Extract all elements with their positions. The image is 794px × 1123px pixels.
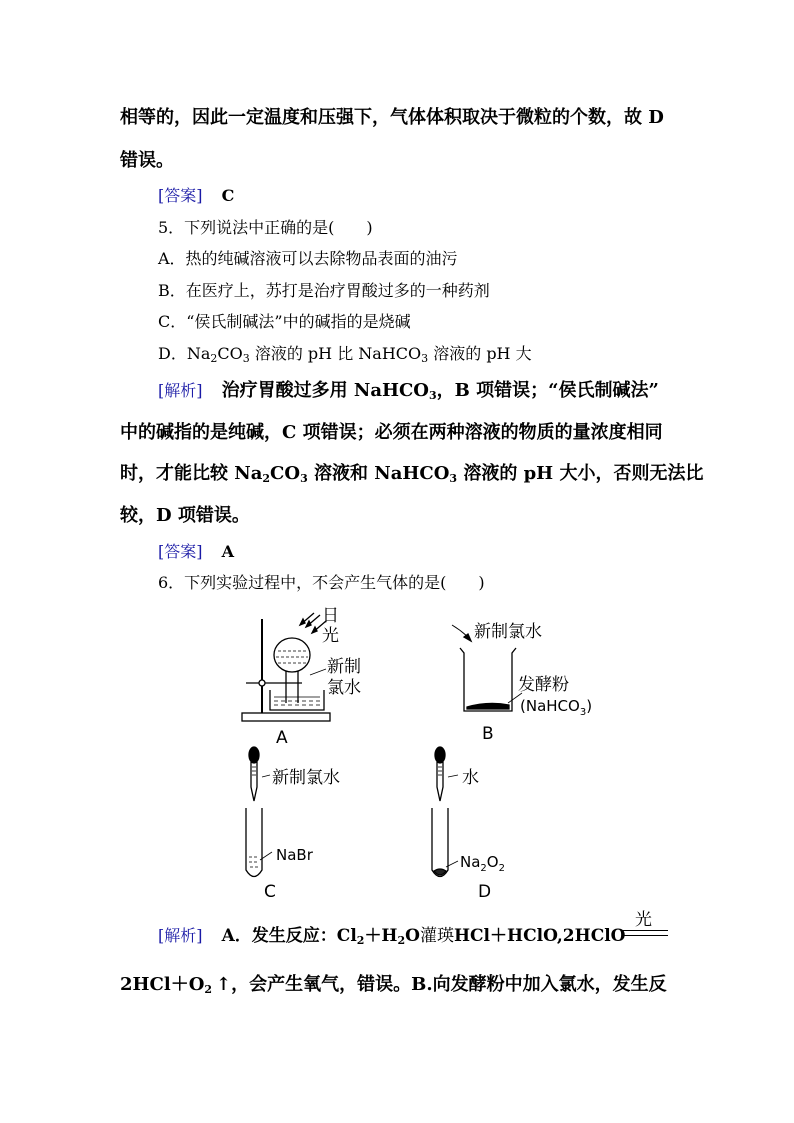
analysis-line: $2HCl+O_2$ ↑，会产生氧气，错误。B.向发酵粉中加入氯水，发生反 — [120, 974, 667, 996]
dropper — [251, 762, 257, 801]
answer-row — [158, 183, 234, 206]
apparatus-c — [246, 747, 272, 877]
option-d: D．$Na_2CO_3$ 溶液的 pH 比 NaHCO$_3$ 溶液的 pH 大 — [158, 344, 532, 365]
reagent-label: 新制 — [327, 657, 361, 677]
label-c: C — [264, 882, 276, 902]
reagent-label: 氯水 — [327, 678, 361, 698]
option-b: B．在医疗上，苏打是治疗胃酸过多的一种药剂 — [158, 281, 490, 300]
formula-label: $Na_2O_2$ — [460, 853, 505, 874]
dropper — [437, 762, 443, 801]
stand-base — [242, 713, 330, 721]
question-stem: 6．下列实验过程中，不会产生气体的是( ) — [158, 573, 485, 592]
beaker — [460, 648, 516, 711]
explanation-line: 相等的，因此一定温度和压强下，气体体积取决于微粒的个数，故 D — [120, 107, 664, 128]
answer-row — [158, 539, 234, 562]
analysis-line: 较，D 项错误。 — [120, 505, 250, 526]
answer-tag: [答案] — [158, 542, 203, 561]
sun-label: 日 — [322, 606, 339, 626]
equals-line — [622, 935, 668, 936]
condition-label: 光 — [635, 910, 652, 930]
formula-label: (NaHCO$_3$) — [520, 697, 593, 718]
option-c: C．“侯氏制碱法”中的碱指的是烧碱 — [158, 312, 411, 331]
reagent-label: 新制氯水 — [474, 622, 542, 642]
reagent-label: 发酵粉 — [518, 675, 569, 695]
analysis-text: A．发生反应：$Cl_2+H_2O$灌瑛HCl＋HClO,2HClO — [221, 926, 626, 947]
formula-label: NaBr — [276, 846, 313, 864]
test-tube — [246, 808, 262, 877]
experiment-figure — [230, 605, 630, 905]
light-label: 光 — [322, 626, 339, 646]
dropper-bulb — [435, 747, 445, 763]
test-tube — [432, 808, 448, 877]
analysis-tag: [解析] — [158, 381, 203, 400]
analysis-row — [158, 921, 626, 946]
analysis-line: 时，才能比较 $Na_2CO_3$ 溶液和 NaHCO$_3$ 溶液的 pH 大小，否则无法比 — [120, 463, 704, 485]
answer-tag: [答案] — [158, 186, 203, 205]
label-b: B — [482, 724, 494, 744]
analysis-text: 治疗胃酸过多用 NaHCO$_3$，B 项错误；“侯氏制碱法” — [221, 380, 659, 402]
apparatus-a — [242, 613, 330, 721]
flask — [274, 638, 310, 672]
water-trough — [270, 690, 324, 710]
explanation-line: 错误。 — [120, 150, 174, 171]
answer-value: C — [221, 186, 235, 205]
analysis-tag: [解析] — [158, 926, 203, 945]
equals-line — [622, 930, 668, 931]
reagent-label: 水 — [462, 768, 479, 788]
question-stem: 5．下列说法中正确的是( ) — [158, 218, 373, 237]
analysis-row — [158, 376, 659, 402]
reaction-condition — [622, 905, 668, 937]
label-a: A — [276, 728, 288, 748]
reagent-label: 新制氯水 — [272, 768, 340, 788]
dropper-bulb — [249, 747, 259, 763]
analysis-line: 中的碱指的是纯碱，C 项错误；必须在两种溶液的物质的量浓度相同 — [120, 422, 663, 443]
option-a: A．热的纯碱溶液可以去除物品表面的油污 — [158, 249, 458, 268]
answer-value: A — [221, 542, 235, 561]
powder-sample — [467, 703, 509, 709]
apparatus-d — [432, 747, 458, 877]
label-d: D — [478, 882, 492, 902]
